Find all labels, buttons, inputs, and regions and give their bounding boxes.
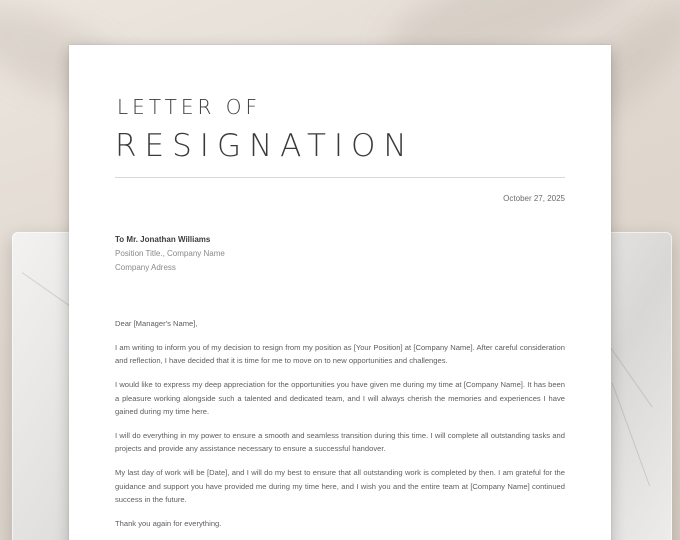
body-paragraph: I would like to express my deep appreciation for the opportunities you have given me during my time at [Company Name]. It has been a pleasure working alongside such a talented and dedicated team, and I will always cherish the memories and experiences I have gained during my time here.: [115, 380, 565, 417]
title-line-1: LETTER OF: [117, 95, 261, 119]
title-divider: [115, 177, 565, 178]
recipient-block: [115, 233, 225, 275]
letter-page: [69, 45, 611, 540]
letter-date: October 27, 2025: [503, 194, 565, 203]
body-paragraph: I am writing to inform you of my decision to resign from my position as [Your Position] at [Company Name]. After careful consideration and reflection, I have decided that it is time for me to move on to new opportunities and challenges.: [115, 342, 565, 366]
recipient-address: Company Adress: [115, 263, 176, 272]
body-paragraph: I will do everything in my power to ensure a smooth and seamless transition during this time. I will complete all outstanding tasks and projects and provide any assistance necessary to ensure a successful handover.: [115, 430, 565, 454]
salutation: Dear [Manager's Name],: [115, 319, 198, 328]
letter-body: [115, 317, 565, 540]
recipient-name: To Mr. Jonathan Williams: [115, 235, 211, 244]
body-paragraph: My last day of work will be [Date], and I will do my best to ensure that all outstanding work is completed by then. I am grateful for the guidance and support you have provided me during my time here, and I wish you and the entire team at [Company Name] continued success in the future.: [115, 468, 565, 505]
title-line-2: RESIGNATION: [115, 128, 415, 164]
marble-vein: [22, 272, 72, 307]
closing-line: Thank you again for everything.: [115, 518, 222, 528]
recipient-position: Position Title., Company Name: [115, 249, 225, 258]
